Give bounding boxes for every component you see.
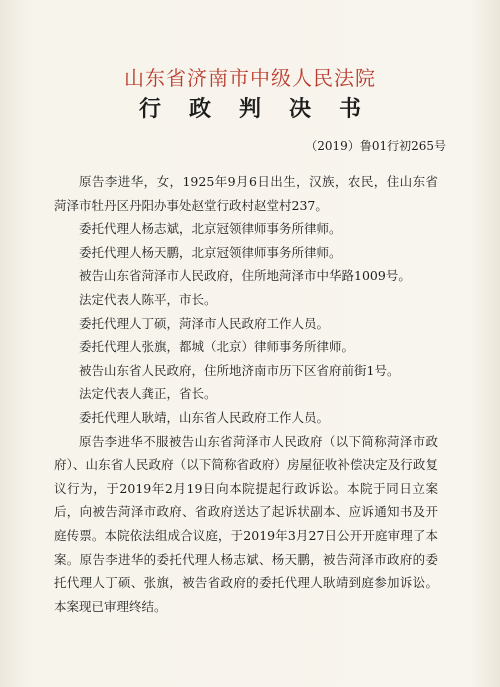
case-number: （2019）鲁01行初265号 bbox=[305, 139, 446, 153]
paragraph-case-summary: 原告李进华不服被告山东省菏泽市人民政府（以下简称菏泽市政府）、山东省人民政府（以下简称省政府）房屋征收补偿决定及行政复议行为，于2019年2月19日向本院提起行政诉讼。本院于同日立案后，向被告菏泽市政府、省政府送达了起诉状副本、应诉通知书及开庭传票。本院依法组成合议庭，于2019年3月27日公开开庭审理了本案。原告李进华的委托代理人杨志斌、杨天鹏，被告菏泽市政府的委托代理人丁硕、张旗，被告省政府的委托代理人耿靖到庭参加诉讼。本案现已审理终结。 bbox=[54, 433, 438, 614]
paragraph-plaintiff: 原告李进华，女，1925年9月6日出生，汉族，农民，住山东省菏泽市牡丹区丹阳办事处赵堂行政村赵堂村237。 bbox=[54, 174, 438, 213]
paragraph-agent-1: 委托代理人杨志斌，北京冠领律师事务所律师。 bbox=[79, 221, 342, 237]
paragraph-legal-rep-1: 法定代表人陈平，市长。 bbox=[79, 291, 217, 307]
document-body bbox=[54, 170, 438, 618]
paragraph-defendant-2: 被告山东省人民政府，住所地济南市历下区省府前街1号。 bbox=[79, 362, 400, 378]
paragraph-agent-4: 委托代理人张旗，都城（北京）律师事务所律师。 bbox=[79, 339, 355, 355]
paragraph-legal-rep-2: 法定代表人龚正，省长。 bbox=[79, 386, 217, 402]
paragraph-defendant-1: 被告山东省菏泽市人民政府，住所地菏泽市中华路1009号。 bbox=[79, 268, 411, 284]
paragraph-agent-5: 委托代理人耿靖，山东省人民政府工作人员。 bbox=[79, 409, 330, 425]
paragraph-agent-3: 委托代理人丁硕，菏泽市人民政府工作人员。 bbox=[79, 315, 330, 331]
court-name: 山东省济南市中级人民法院 bbox=[124, 66, 376, 90]
document-title: 行政判决书 bbox=[138, 96, 389, 122]
paragraph-agent-2: 委托代理人杨天鹏，北京冠领律师事务所律师。 bbox=[79, 244, 342, 260]
